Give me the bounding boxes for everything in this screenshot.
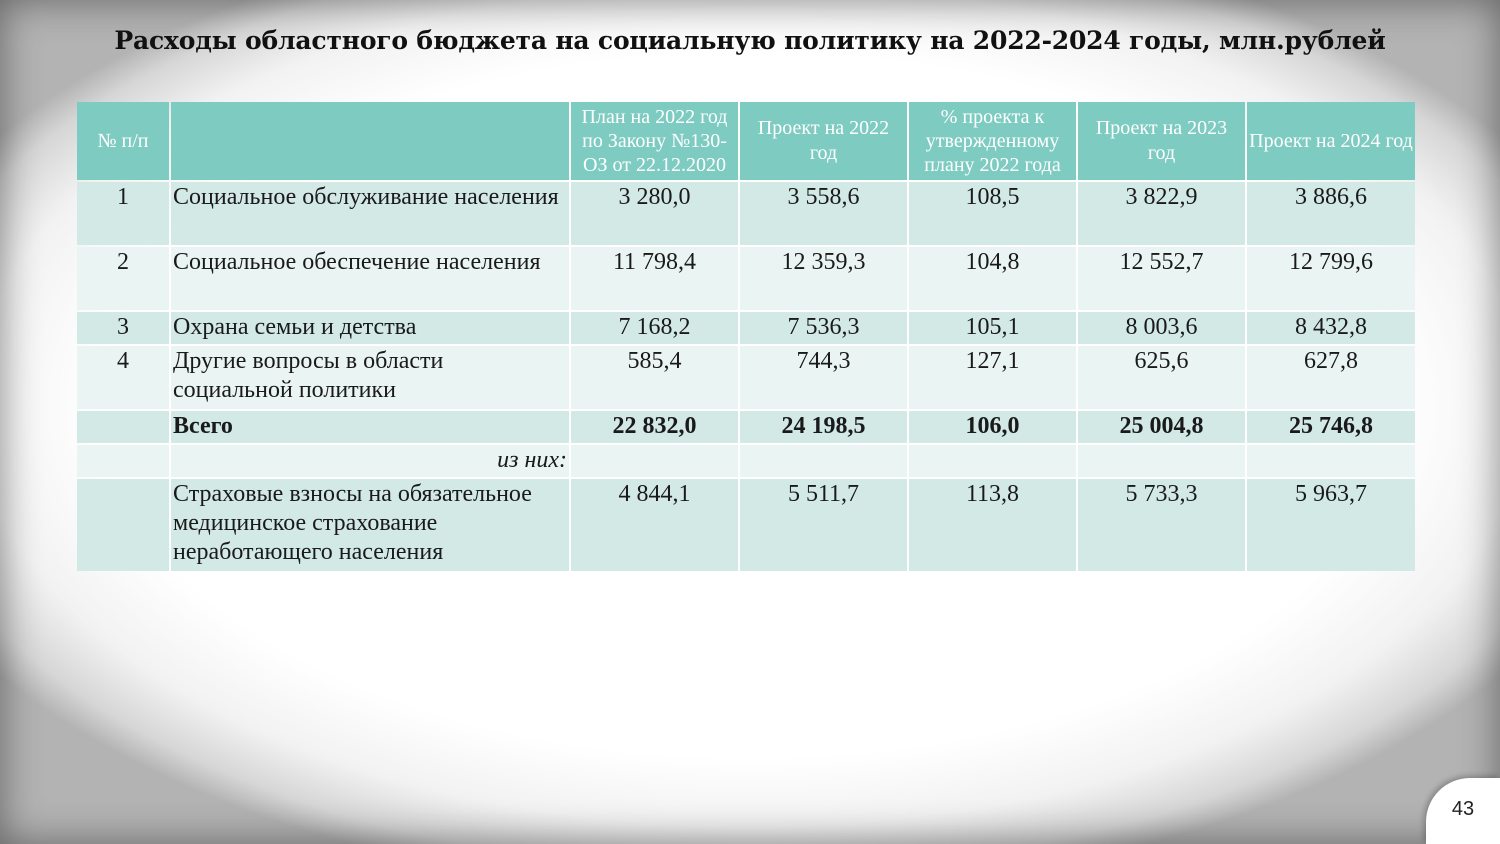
cell-project-2023: 625,6 [1078, 346, 1245, 409]
header-project-2023: Проект на 2023 год [1078, 102, 1245, 180]
total-percent: 106,0 [909, 411, 1076, 443]
table-row [77, 247, 1415, 310]
cell-project-2024: 12 799,6 [1247, 247, 1415, 310]
of-which-row [77, 445, 1415, 477]
row-num: 3 [77, 312, 169, 344]
cell-percent: 108,5 [909, 182, 1076, 245]
header-percent: % проекта к утвержденному плану 2022 года [909, 102, 1076, 180]
sub-project-2022: 5 511,7 [740, 479, 907, 571]
cell-project-2023: 8 003,6 [1078, 312, 1245, 344]
page-number: 43 [1451, 798, 1475, 820]
row-name: Другие вопросы в области социальной политики [171, 346, 569, 409]
cell-percent: 104,8 [909, 247, 1076, 310]
cell-project-2022: 744,3 [740, 346, 907, 409]
total-row [77, 411, 1415, 443]
cell-project-2022: 3 558,6 [740, 182, 907, 245]
cell-project-2024: 3 886,6 [1247, 182, 1415, 245]
row-num: 2 [77, 247, 169, 310]
of-which-empty [1078, 445, 1245, 477]
cell-plan-2022: 3 280,0 [571, 182, 738, 245]
sub-row [77, 479, 1415, 571]
cell-project-2022: 7 536,3 [740, 312, 907, 344]
cell-project-2022: 12 359,3 [740, 247, 907, 310]
row-num: 1 [77, 182, 169, 245]
cell-project-2023: 3 822,9 [1078, 182, 1245, 245]
of-which-empty [740, 445, 907, 477]
cell-plan-2022: 7 168,2 [571, 312, 738, 344]
header-project-2022: Проект на 2022 год [740, 102, 907, 180]
cell-project-2024: 627,8 [1247, 346, 1415, 409]
cell-percent: 127,1 [909, 346, 1076, 409]
cell-project-2024: 8 432,8 [1247, 312, 1415, 344]
total-label: Всего [171, 411, 569, 443]
cell-plan-2022: 11 798,4 [571, 247, 738, 310]
of-which-label: из них: [171, 445, 569, 477]
sub-row-name: Страховые взносы на обязательное медицинское страхование неработающего населения [171, 479, 569, 571]
of-which-empty [77, 445, 169, 477]
header-name [171, 102, 569, 180]
table-row [77, 346, 1415, 409]
total-project-2023: 25 004,8 [1078, 411, 1245, 443]
cell-plan-2022: 585,4 [571, 346, 738, 409]
header-plan-2022: План на 2022 год по Закону №130-ОЗ от 22.12.2020 [571, 102, 738, 180]
header-num: № п/п [77, 102, 169, 180]
cell-percent: 105,1 [909, 312, 1076, 344]
sub-row-num-empty [77, 479, 169, 571]
total-project-2022: 24 198,5 [740, 411, 907, 443]
header-project-2024: Проект на 2024 год [1247, 102, 1415, 180]
slide-title: Расходы областного бюджета на социальную политику на 2022-2024 годы, млн.рублей [114, 26, 1386, 55]
row-num: 4 [77, 346, 169, 409]
total-project-2024: 25 746,8 [1247, 411, 1415, 443]
table-row [77, 182, 1415, 245]
budget-table [75, 100, 1417, 573]
cell-project-2023: 12 552,7 [1078, 247, 1245, 310]
row-name: Социальное обеспечение населения [171, 247, 569, 310]
total-plan-2022: 22 832,0 [571, 411, 738, 443]
of-which-empty [1247, 445, 1415, 477]
total-num-empty [77, 411, 169, 443]
table-header-row [77, 102, 1415, 180]
sub-project-2024: 5 963,7 [1247, 479, 1415, 571]
row-name: Охрана семьи и детства [171, 312, 569, 344]
sub-percent: 113,8 [909, 479, 1076, 571]
row-name: Социальное обслуживание населения [171, 182, 569, 245]
sub-project-2023: 5 733,3 [1078, 479, 1245, 571]
of-which-empty [909, 445, 1076, 477]
table-row [77, 312, 1415, 344]
of-which-empty [571, 445, 738, 477]
sub-plan-2022: 4 844,1 [571, 479, 738, 571]
